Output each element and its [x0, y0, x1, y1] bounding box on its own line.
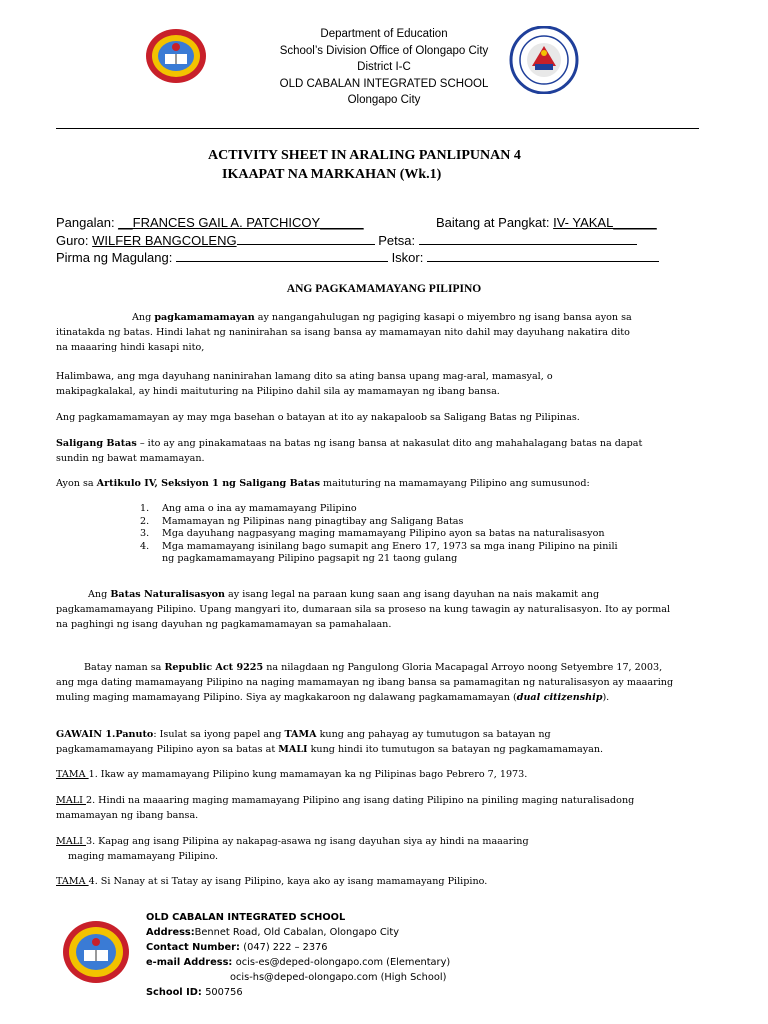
list-item: 2. Mamamayan ng Pilipinas nang pinagtibay ang Saligang Batas: [140, 515, 464, 527]
footer-email-highschool[interactable]: ocis-hs@deped-olongapo.com (High School): [230, 972, 447, 983]
footer-contact: OLD CABALAN INTEGRATED SCHOOL Address:Bennet Road, Old Cabalan, Olongapo City Contact Number: (047) 222 – 2376 e-mail Address: ocis-es@deped-olongapo.com (Elementary) ocis-hs@deped-olongapo.com (High School) School ID: 500756: [146, 912, 451, 998]
footer-email-elementary[interactable]: ocis-es@deped-olongapo.com (Elementary): [235, 957, 451, 968]
baitang-field[interactable]: IV- YAKAL______: [553, 215, 657, 230]
criteria-list: [140, 503, 618, 566]
title-line-2: IKAAPAT NA MARKAHAN (Wk.1): [222, 167, 442, 182]
iskor-field[interactable]: [427, 249, 659, 262]
answer-item: TAMA 1. Ikaw ay mamamayang Pilipino kung mamamayan ka ng Pilipinas bago Pebrero 7, 1973.: [56, 769, 528, 780]
form-row-grade: [436, 214, 657, 231]
title-line-1: ACTIVITY SHEET IN ARALING PANLIPUNAN 4: [208, 148, 521, 163]
paragraph-7: Batay naman sa Republic Act 9225 na nilagdaan ng Pangulong Gloria Macapagal Arroyo noong Setyembre 17, 2003, ang mga dating mamamayang Pilipino na naging mamamayan ng ibang bansa sa pamamagitan ng naturalisasyon ay maaaring muling maging mamamayang Pilipino. Siya ay magkakaroon ng dalawang pagkamamamayan (dual citizenship).: [56, 662, 674, 703]
letterhead-line: Department of Education: [320, 28, 448, 40]
footer-school-id: 500756: [205, 987, 243, 998]
paragraph-4: Saligang Batas – ito ay ang pinakamataas na batas ng isang bansa at nakasulat dito ang mahahalagang batas na dapat sundin ng bawat mamamayan.: [56, 438, 643, 464]
footer-contact-number: (047) 222 – 2376: [243, 942, 328, 953]
letterhead-line: District I-C: [357, 61, 411, 73]
form-row-teacher: [56, 232, 637, 249]
answer-value[interactable]: TAMA: [56, 876, 89, 887]
page-title: [208, 146, 521, 184]
list-item: 3. Mga dayuhang nagpasyang maging mamamayang Pilipino ayon sa batas na naturalisasyon: [140, 528, 605, 539]
answer-value[interactable]: MALI: [56, 795, 86, 806]
petsa-label: Petsa:: [374, 233, 419, 248]
list-item: ng pagkamamamayang Pilipino pagsapit ng 21 taong gulang: [162, 553, 458, 564]
paragraph-5: Ayon sa Artikulo IV, Seksiyon 1 ng Saligang Batas maituturing na mamamayang Pilipino ang sumusunod:: [56, 478, 590, 489]
paragraph-1: Ang pagkamamamayan ay nangangahulugan ng pagiging kasapi o miyembro ng isang bansa ayon sa itinatakda ng batas. Hindi lahat ng naninirahan sa isang bansa ay mamamayan nito dahil may dayuhang nakatira dito na maaaring hindi kasapi nito,: [56, 312, 632, 353]
answer-item: MALI 3. Kapag ang isang Pilipina ay nakapag-asawa ng isang dayuhan siya ay hindi na maaaring maging mamamayang Pilipino.: [56, 836, 529, 862]
guro-blank: [237, 232, 375, 245]
paragraph-2: Halimbawa, ang mga dayuhang naninirahan lamang dito sa ating bansa upang mag-aral, mamasyal, o makipagkalakal, ay hindi maituturing na Pilipino dahil sila ay mamamayan ng ibang bansa.: [56, 371, 553, 397]
answer-item: MALI 2. Hindi na maaaring maging mamamayang Pilipino ang isang dating Pilipino na piniling maging naturalisadong mamamayan ng ibang bansa.: [56, 795, 635, 821]
form-row-parent: [56, 249, 659, 266]
form-row-name: [56, 214, 364, 231]
pirma-label: Pirma ng Magulang:: [56, 250, 176, 265]
list-item: 1. Ang ama o ina ay mamamayang Pilipino: [140, 503, 357, 514]
letterhead-line: School’s Division Office of Olongapo City: [279, 44, 489, 57]
section-title: ANG PAGKAMAMAYANG PILIPINO: [286, 283, 482, 295]
footer-school-logo: [62, 920, 130, 984]
letterhead: [0, 26, 768, 109]
guro-label: Guro:: [56, 233, 93, 248]
paragraph-3: Ang pagkamamamayan ay may mga basehan o batayan at ito ay nakapaloob sa Saligang Batas ng Pilipinas.: [56, 412, 580, 423]
pirma-field[interactable]: [176, 249, 388, 262]
header-divider: [56, 128, 699, 129]
answer-value[interactable]: MALI: [56, 836, 86, 847]
iskor-label: Iskor:: [387, 250, 427, 265]
paragraph-6: Ang Batas Naturalisasyon ay isang legal na paraan kung saan ang isang dayuhan na nais makamit ang pagkamamamayang Pilipino. Upang mangyari ito, dumaraan sila sa proseso na kung tawagin ay naturalisasyon. Ito ay pormal na paghingi ng isang dayuhan ng pagkamamamayan sa pamahalaan.: [56, 589, 671, 630]
pangalan-label: Pangalan:: [56, 215, 119, 230]
activity-instructions: GAWAIN 1.Panuto: Isulat sa iyong papel ang TAMA kung ang pahayag ay tumutugon sa batayan ng pagkamamamayang Pilipino ayon sa batas at MALI kung hindi ito tumutugon sa batayan ng pagkamamamayan.: [56, 729, 604, 755]
answer-item: TAMA 4. Si Nanay at si Tatay ay isang Pilipino, kaya ako ay isang mamamayang Pilipino.: [56, 876, 488, 887]
pangalan-field[interactable]: __FRANCES GAIL A. PATCHICOY______: [118, 215, 364, 230]
list-item: 4. Mga mamamayang isinilang bago sumapit ang Enero 17, 1973 sa mga inang Pilipino na pinili: [140, 540, 618, 552]
baitang-label: Baitang at Pangkat:: [436, 215, 554, 230]
letterhead-line: Olongapo City: [347, 94, 421, 106]
guro-field[interactable]: WILFER BANGCOLENG: [92, 233, 237, 248]
answer-value[interactable]: TAMA: [56, 769, 89, 780]
petsa-field[interactable]: [419, 232, 637, 245]
footer-address: Bennet Road, Old Cabalan, Olongapo City: [194, 927, 400, 938]
letterhead-line: OLD CABALAN INTEGRATED SCHOOL: [279, 77, 489, 90]
footer-school-name: OLD CABALAN INTEGRATED SCHOOL: [146, 912, 346, 923]
